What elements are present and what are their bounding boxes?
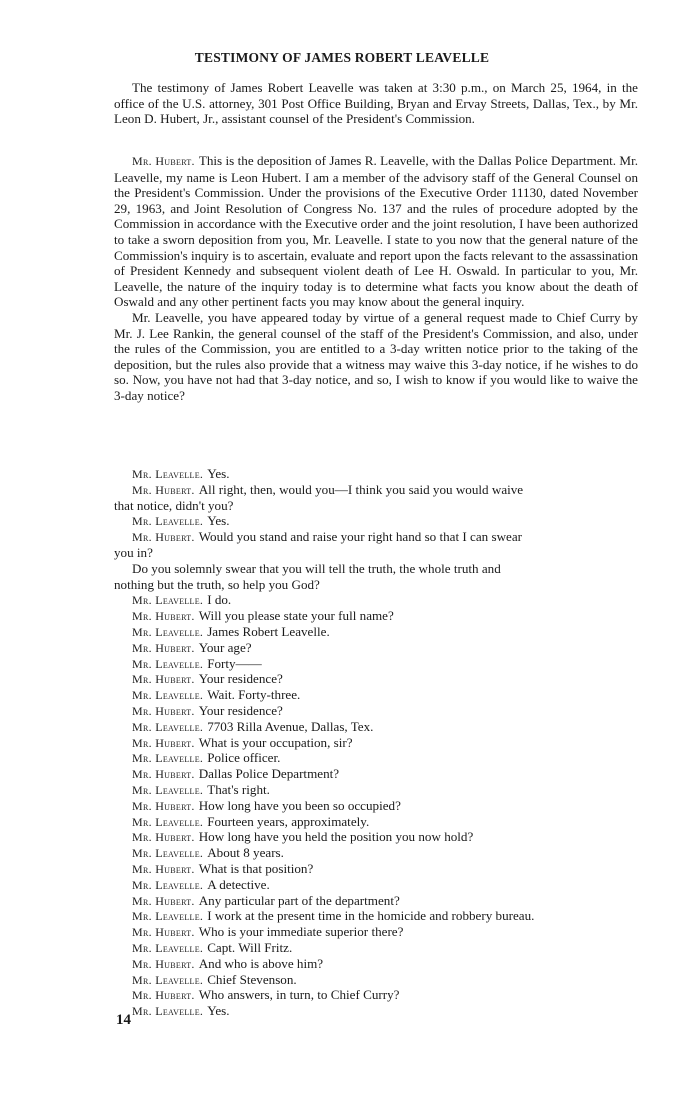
dialogue-text: What is that position? [198, 860, 314, 876]
dialogue-text: Wait. Forty-three. [207, 687, 301, 703]
speaker-label: Mr. Leavelle. [132, 751, 204, 766]
dialogue-line [114, 766, 644, 782]
dialogue-line [114, 845, 644, 861]
speaker-label: Mr. Hubert. [132, 861, 195, 876]
dialogue-line [114, 893, 644, 909]
dialogue-line [114, 735, 644, 751]
dialogue-line [114, 940, 644, 956]
dialogue-text: Will you please state your full name? [198, 608, 394, 624]
dialogue-text: that notice, didn't you? [114, 497, 234, 513]
intro-paragraph [114, 80, 638, 127]
dialogue-line [114, 750, 644, 766]
dialogue-line [114, 782, 644, 798]
speaker-label: Mr. Leavelle. [132, 1004, 204, 1019]
dialogue-line [114, 513, 644, 529]
dialogue-text: Your age? [198, 639, 252, 655]
dialogue-line [114, 482, 644, 498]
speaker-label: Mr. Hubert. [132, 893, 195, 908]
dialogue-text: A detective. [207, 876, 270, 892]
speaker-label: Mr. Hubert. [132, 530, 195, 545]
dialogue-text: I do. [207, 592, 232, 608]
dialogue-text: Yes. [207, 513, 230, 529]
dialogue-text: How long have you been so occupied? [198, 797, 401, 813]
dialogue-line [114, 640, 644, 656]
dialogue-text: you in? [114, 544, 153, 560]
dialogue-line [114, 956, 644, 972]
speaker-label: Mr. Hubert. [132, 672, 195, 687]
speaker-label: Mr. Hubert. [132, 988, 195, 1003]
dialogue-line [114, 972, 644, 988]
dialogue-line [114, 656, 644, 672]
dialogue-lines [114, 466, 644, 1019]
dialogue-text: And who is above him? [198, 955, 324, 971]
speaker-label: Mr. Hubert. [132, 798, 195, 813]
dialogue-line [114, 814, 644, 830]
dialogue-text: Your residence? [198, 702, 283, 718]
dialogue-text: Police officer. [207, 750, 281, 766]
dialogue-line [114, 687, 644, 703]
dialogue-line [114, 624, 644, 640]
speaker-label: Mr. Leavelle. [132, 656, 204, 671]
dialogue-text: Yes. [207, 466, 230, 481]
dialogue-line [114, 671, 644, 687]
speaker-label: Mr. Leavelle. [132, 909, 204, 924]
opening-statement [114, 153, 638, 404]
dialogue-text: Who answers, in turn, to Chief Curry? [198, 987, 400, 1003]
speaker-label: Mr. Hubert. [132, 154, 195, 168]
speaker-label: Mr. Leavelle. [132, 593, 204, 608]
speaker-label: Mr. Leavelle. [132, 467, 204, 481]
dialogue-text: Do you solemnly swear that you will tell the truth, the whole truth and [132, 560, 501, 576]
dialogue-text: nothing but the truth, so help you God? [114, 576, 320, 592]
dialogue-line [114, 561, 644, 577]
speaker-label: Mr. Leavelle. [132, 814, 204, 829]
opening-paragraph-1 [114, 153, 638, 310]
speaker-label: Mr. Leavelle. [132, 972, 204, 987]
speaker-label: Mr. Hubert. [132, 735, 195, 750]
dialogue-line [114, 545, 644, 561]
speaker-label: Mr. Hubert. [132, 609, 195, 624]
dialogue-text: Any particular part of the department? [198, 892, 400, 908]
dialogue-line [114, 529, 644, 545]
dialogue-text: Your residence? [198, 671, 283, 687]
speaker-label: Mr. Hubert. [132, 482, 195, 497]
dialogue-line [114, 1003, 644, 1019]
dialogue-text: I work at the present time in the homicide and robbery bureau. [207, 908, 535, 924]
speaker-label: Mr. Hubert. [132, 640, 195, 655]
dialogue-text: Who is your immediate superior there? [198, 924, 404, 940]
dialogue-line [114, 987, 644, 1003]
dialogue-text: About 8 years. [207, 845, 284, 861]
speaker-label: Mr. Hubert. [132, 830, 195, 845]
speaker-label: Mr. Leavelle. [132, 719, 204, 734]
speaker-label: Mr. Leavelle. [132, 846, 204, 861]
speaker-label: Mr. Leavelle. [132, 624, 204, 639]
dialogue-text: Would you stand and raise your right hand so that I can swear [198, 529, 523, 545]
page-number: 14 [116, 1012, 131, 1028]
dialogue-text: What is your occupation, sir? [198, 734, 353, 750]
dialogue-text: Yes. [207, 1003, 230, 1019]
dialogue-text: Chief Stevenson. [207, 971, 297, 987]
dialogue-text: Dallas Police Department? [198, 766, 340, 782]
dialogue-text: How long have you held the position you now hold? [198, 829, 474, 845]
dialogue-line [114, 861, 644, 877]
dialogue-text: That's right. [207, 781, 270, 797]
speaker-label: Mr. Leavelle. [132, 940, 204, 955]
dialogue-line [114, 877, 644, 893]
page-title: TESTIMONY OF JAMES ROBERT LEAVELLE [194, 50, 490, 65]
speaker-label: Mr. Leavelle. [132, 782, 204, 797]
opening-paragraph-1-text: This is the deposition of James R. Leavelle, with the Dallas Police Department. Mr. Leavelle, my name is Leon Hubert. I am a member of the advisory staff of the General Counsel on the President's Commission. Under the provisions of the Executive Order 11130, dated November 29, 1963, and Joint Resolution of Congress No. 137 and the rules of procedure adopted by the Commission in accordance with the Executive order and the joint resolution, I have been authorized to take a sworn deposition from you, Mr. Leavelle. I state to you now that the general nature of the Commission's inquiry is to ascertain, evaluate and report upon the facts relevant to the assassination of President Kennedy and subsequent violent death of Lee H. Oswald. In particular to you, Mr. Leavelle, the nature of the inquiry today is to determine what facts you know about the death of Oswald and any other pertinent facts you may know about the general inquiry. [114, 153, 638, 310]
dialogue-line [114, 498, 644, 514]
dialogue-text: Capt. Will Fritz. [207, 939, 293, 955]
dialogue-line [114, 908, 644, 924]
speaker-label: Mr. Hubert. [132, 703, 195, 718]
dialogue-line [114, 719, 644, 735]
speaker-label: Mr. Hubert. [132, 767, 195, 782]
speaker-label: Mr. Hubert. [132, 956, 195, 971]
dialogue-text: All right, then, would you—I think you said you would waive [198, 481, 524, 497]
dialogue-line [114, 608, 644, 624]
dialogue-line [114, 829, 644, 845]
dialogue-line [114, 466, 644, 482]
dialogue-line [114, 577, 644, 593]
dialogue-text: 7703 Rilla Avenue, Dallas, Tex. [207, 718, 374, 734]
dialogue-line [114, 798, 644, 814]
speaker-label: Mr. Leavelle. [132, 514, 204, 529]
opening-paragraph-2: Mr. Leavelle, you have appeared today by virtue of a general request made to Chief Curry by Mr. J. Lee Rankin, the general counsel of the staff of the President's Commission, and also, under the rules of the Commission, you are entitled to a 3-day written notice prior to the taking of the deposition, but the rules also provide that a witness may waive this 3-day notice, if he wishes to do so. Now, you have not had that 3-day notice, and so, I wish to know if you would like to waive the 3-day notice? [114, 309, 638, 403]
speaker-label: Mr. Leavelle. [132, 688, 204, 703]
speaker-label: Mr. Leavelle. [132, 877, 204, 892]
dialogue-text: Fourteen years, approximately. [207, 813, 370, 829]
dialogue-text: James Robert Leavelle. [207, 623, 330, 639]
dialogue-line [114, 924, 644, 940]
dialogue-text: Forty—— [207, 655, 262, 671]
dialogue-line [114, 703, 644, 719]
dialogue-line [114, 592, 644, 608]
speaker-label: Mr. Hubert. [132, 925, 195, 940]
intro-text: The testimony of James Robert Leavelle was taken at 3:30 p.m., on March 25, 1964, in the office of the U.S. attorney, 301 Post Office Building, Bryan and Ervay Streets, Dallas, Tex., by Mr. Leon D. Hubert, Jr., assistant counsel of the President's Commission. [114, 80, 638, 127]
